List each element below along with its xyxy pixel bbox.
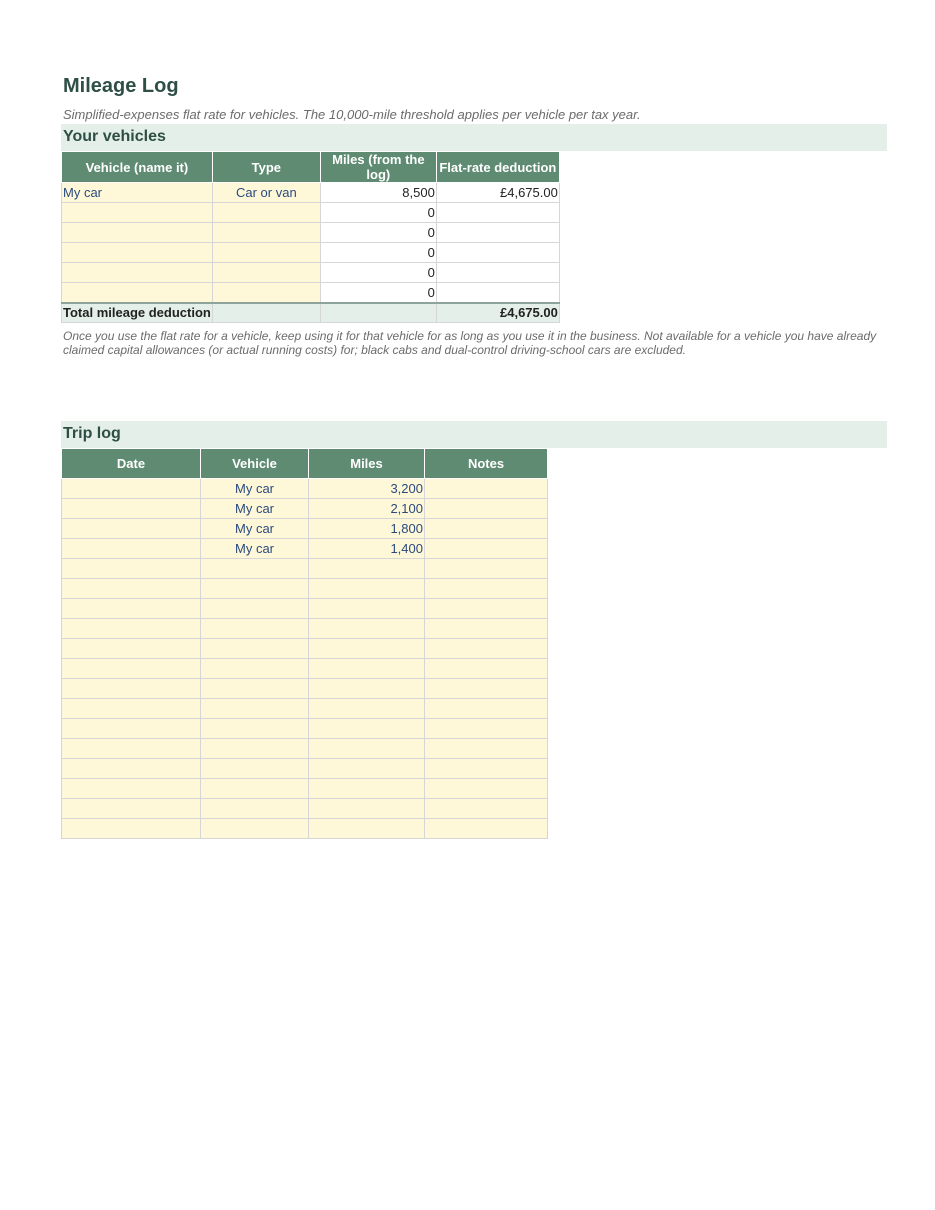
trip-notes-cell[interactable] [425, 619, 548, 639]
trip-vehicle-cell[interactable]: My car [201, 499, 309, 519]
trip-notes-cell[interactable] [425, 479, 548, 499]
trip-vehicle-cell[interactable]: My car [201, 479, 309, 499]
table-row [62, 619, 548, 639]
table-row [62, 539, 548, 559]
vehicle-name-cell[interactable] [62, 283, 213, 303]
trip-miles-cell[interactable] [309, 579, 425, 599]
trip-miles-cell[interactable] [309, 679, 425, 699]
vehicle-type-cell[interactable]: Car or van [212, 183, 320, 203]
trip-log-table [61, 448, 548, 839]
trip-notes-cell[interactable] [425, 739, 548, 759]
section-title: Trip log [63, 425, 121, 442]
trip-miles-cell[interactable] [309, 779, 425, 799]
trip-date-cell[interactable] [62, 659, 201, 679]
vehicle-miles-cell: 0 [320, 283, 436, 303]
trip-vehicle-cell[interactable]: My car [201, 539, 309, 559]
table-row [62, 759, 548, 779]
column-header-deduction: Flat-rate deduction [436, 152, 559, 183]
trip-miles-cell[interactable] [309, 559, 425, 579]
trip-notes-cell[interactable] [425, 799, 548, 819]
vehicle-name-cell[interactable]: My car [62, 183, 213, 203]
vehicles-note: Once you use the flat rate for a vehicle, keep using it for that vehicle for as long as you use it in the business. Not available for a vehicle you have already claimed capital allowances (or actual running costs) for; black cabs and dual-control driving-school cars are excluded. [63, 329, 877, 357]
vehicle-name-cell[interactable] [62, 263, 213, 283]
trip-notes-cell[interactable] [425, 819, 548, 839]
trip-vehicle-cell[interactable] [201, 819, 309, 839]
column-header-type: Type [212, 152, 320, 183]
vehicle-deduction-cell [436, 243, 559, 263]
section-header-vehicles [61, 124, 887, 151]
table-row [62, 243, 560, 263]
trip-notes-cell[interactable] [425, 559, 548, 579]
page-subtitle: Simplified-expenses flat rate for vehicles. The 10,000-mile threshold applies per vehicle per tax year. [63, 107, 641, 122]
trip-notes-cell[interactable] [425, 519, 548, 539]
trip-date-cell[interactable] [62, 579, 201, 599]
vehicles-table [61, 151, 560, 323]
table-row [62, 639, 548, 659]
vehicle-type-cell[interactable] [212, 243, 320, 263]
table-row [62, 599, 548, 619]
table-row [62, 799, 548, 819]
trip-miles-cell[interactable] [309, 759, 425, 779]
table-row [62, 659, 548, 679]
trip-miles-cell[interactable] [309, 699, 425, 719]
vehicle-type-cell[interactable] [212, 203, 320, 223]
total-empty-cell [212, 303, 320, 323]
table-row [62, 183, 560, 203]
trip-vehicle-cell[interactable] [201, 599, 309, 619]
trip-miles-cell[interactable]: 1,800 [309, 519, 425, 539]
vehicle-deduction-cell: £4,675.00 [436, 183, 559, 203]
table-row [62, 679, 548, 699]
trip-date-cell[interactable] [62, 599, 201, 619]
trip-notes-cell[interactable] [425, 659, 548, 679]
trip-date-cell[interactable] [62, 699, 201, 719]
trip-notes-cell[interactable] [425, 599, 548, 619]
table-row [62, 579, 548, 599]
trip-notes-cell[interactable] [425, 679, 548, 699]
trip-vehicle-cell[interactable] [201, 719, 309, 739]
trip-miles-cell[interactable] [309, 739, 425, 759]
trip-vehicle-cell[interactable]: My car [201, 519, 309, 539]
column-header-vehicle: Vehicle [201, 449, 309, 479]
vehicle-name-cell[interactable] [62, 223, 213, 243]
trip-date-cell[interactable] [62, 739, 201, 759]
trip-miles-cell[interactable] [309, 639, 425, 659]
trip-date-cell[interactable] [62, 759, 201, 779]
table-row [62, 699, 548, 719]
trip-miles-cell[interactable]: 2,100 [309, 499, 425, 519]
trip-notes-cell[interactable] [425, 759, 548, 779]
trip-vehicle-cell[interactable] [201, 659, 309, 679]
vehicle-deduction-cell [436, 263, 559, 283]
table-row [62, 479, 548, 499]
trip-date-cell[interactable] [62, 719, 201, 739]
section-title: Your vehicles [63, 128, 166, 145]
column-header-date: Date [62, 449, 201, 479]
vehicle-miles-cell: 0 [320, 223, 436, 243]
table-row [62, 223, 560, 243]
trip-vehicle-cell[interactable] [201, 679, 309, 699]
trip-notes-cell[interactable] [425, 579, 548, 599]
trip-vehicle-cell[interactable] [201, 559, 309, 579]
vehicle-miles-cell: 0 [320, 243, 436, 263]
trip-notes-cell[interactable] [425, 639, 548, 659]
trip-notes-cell[interactable] [425, 719, 548, 739]
vehicle-type-cell[interactable] [212, 223, 320, 243]
table-row [62, 519, 548, 539]
vehicle-miles-cell: 8,500 [320, 183, 436, 203]
vehicle-deduction-cell [436, 223, 559, 243]
table-row [62, 819, 548, 839]
trip-date-cell[interactable] [62, 559, 201, 579]
trip-date-cell[interactable] [62, 679, 201, 699]
vehicle-type-cell[interactable] [212, 263, 320, 283]
table-row [62, 203, 560, 223]
trip-vehicle-cell[interactable] [201, 699, 309, 719]
column-header-notes: Notes [425, 449, 548, 479]
trip-miles-cell[interactable]: 3,200 [309, 479, 425, 499]
trip-miles-cell[interactable]: 1,400 [309, 539, 425, 559]
trip-date-cell[interactable] [62, 619, 201, 639]
page-title: Mileage Log [63, 75, 179, 97]
table-row [62, 283, 560, 303]
vehicle-deduction-cell [436, 283, 559, 303]
table-row [62, 263, 560, 283]
trip-vehicle-cell[interactable] [201, 799, 309, 819]
trip-miles-cell[interactable] [309, 619, 425, 639]
trip-vehicle-cell[interactable] [201, 759, 309, 779]
trip-vehicle-cell[interactable] [201, 619, 309, 639]
trip-vehicle-cell[interactable] [201, 739, 309, 759]
trip-miles-cell[interactable] [309, 819, 425, 839]
table-row [62, 779, 548, 799]
column-header-miles: Miles [309, 449, 425, 479]
table-row [62, 499, 548, 519]
trip-vehicle-cell[interactable] [201, 779, 309, 799]
trip-miles-cell[interactable] [309, 659, 425, 679]
column-header-vehicle: Vehicle (name it) [62, 152, 213, 183]
section-header-trips [61, 421, 887, 448]
trip-vehicle-cell[interactable] [201, 639, 309, 659]
trip-date-cell[interactable] [62, 479, 201, 499]
vehicle-miles-cell: 0 [320, 263, 436, 283]
trip-miles-cell[interactable] [309, 599, 425, 619]
table-row [62, 739, 548, 759]
vehicle-name-cell[interactable] [62, 203, 213, 223]
total-label: Total mileage deduction [62, 303, 213, 323]
table-row [62, 719, 548, 739]
vehicle-deduction-cell [436, 203, 559, 223]
trip-vehicle-cell[interactable] [201, 579, 309, 599]
trip-date-cell[interactable] [62, 499, 201, 519]
vehicle-name-cell[interactable] [62, 243, 213, 263]
trip-date-cell[interactable] [62, 779, 201, 799]
total-value: £4,675.00 [436, 303, 559, 323]
table-row [62, 559, 548, 579]
total-empty-cell [320, 303, 436, 323]
trip-miles-cell[interactable] [309, 719, 425, 739]
trip-notes-cell[interactable] [425, 699, 548, 719]
trip-date-cell[interactable] [62, 639, 201, 659]
trip-notes-cell[interactable] [425, 499, 548, 519]
vehicle-miles-cell: 0 [320, 203, 436, 223]
trip-notes-cell[interactable] [425, 779, 548, 799]
trip-date-cell[interactable] [62, 819, 201, 839]
vehicle-type-cell[interactable] [212, 283, 320, 303]
trip-date-cell[interactable] [62, 799, 201, 819]
trip-notes-cell[interactable] [425, 539, 548, 559]
column-header-miles: Miles (from the log) [320, 152, 436, 183]
trip-date-cell[interactable] [62, 539, 201, 559]
trip-miles-cell[interactable] [309, 799, 425, 819]
trip-date-cell[interactable] [62, 519, 201, 539]
